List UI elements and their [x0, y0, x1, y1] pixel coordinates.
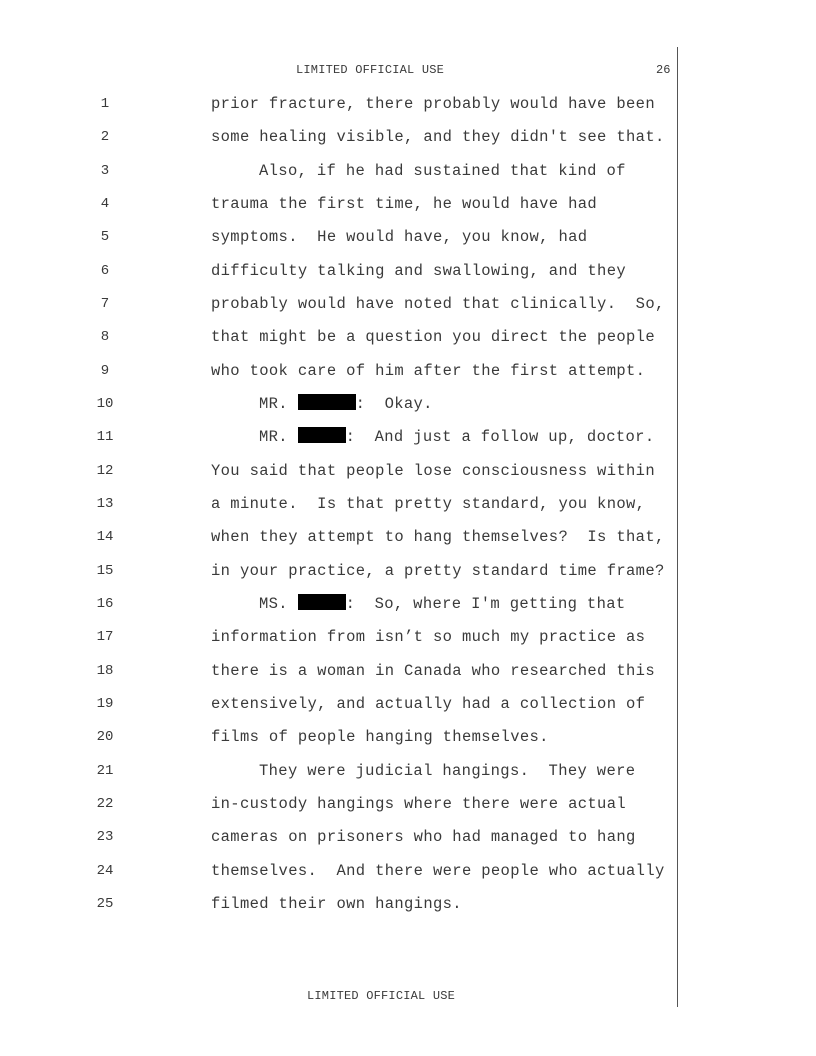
line-text: difficulty talking and swallowing, and they [211, 262, 627, 280]
transcript-line [0, 392, 680, 416]
speech-text: : So, where I'm getting that [345, 595, 626, 613]
line-text: symptoms. He would have, you know, had [211, 228, 588, 246]
line-number: 1 [100, 96, 110, 112]
line-text: filmed their own hangings. [211, 895, 462, 913]
page-number: 26 [656, 63, 671, 77]
line-text: information from isn’t so much my practice as [211, 628, 646, 646]
line-number: 17 [96, 629, 114, 645]
transcript-line [0, 325, 680, 349]
line-text: a minute. Is that pretty standard, you know, [211, 495, 646, 513]
redaction-block [298, 427, 346, 443]
line-number: 24 [96, 863, 114, 879]
transcript-line [0, 659, 680, 683]
line-text: in-custody hangings where there were actual [211, 795, 627, 813]
transcript-line [0, 592, 680, 616]
line-number: 14 [96, 529, 114, 545]
speech-text: : Okay. [355, 395, 433, 413]
line-text: who took care of him after the first attempt. [211, 362, 646, 380]
line-text: Also, if he had sustained that kind of [259, 162, 626, 180]
transcript-line [0, 359, 680, 383]
transcript-line [0, 525, 680, 549]
speaker-title: MS. [259, 595, 288, 613]
line-number: 25 [96, 896, 114, 912]
line-text: You said that people lose consciousness within [211, 462, 655, 480]
redaction-block [298, 594, 346, 610]
line-text: films of people hanging themselves. [211, 728, 549, 746]
transcript-line [0, 759, 680, 783]
line-text [259, 592, 626, 616]
line-number: 6 [100, 263, 110, 279]
line-number: 19 [96, 696, 114, 712]
line-number: 22 [96, 796, 114, 812]
line-number: 20 [96, 729, 114, 745]
line-text: themselves. And there were people who actually [211, 862, 665, 880]
line-text [259, 425, 654, 449]
line-number: 10 [96, 396, 114, 412]
transcript-line [0, 292, 680, 316]
transcript-line [0, 425, 680, 449]
line-number: 12 [96, 463, 114, 479]
speech-text: : And just a follow up, doctor. [345, 428, 655, 446]
line-number: 11 [96, 429, 114, 445]
transcript-line [0, 825, 680, 849]
line-number: 16 [96, 596, 114, 612]
line-number: 13 [96, 496, 114, 512]
transcript-line [0, 125, 680, 149]
line-number: 21 [96, 763, 114, 779]
transcript-line [0, 192, 680, 216]
transcript-line [0, 159, 680, 183]
transcript-line [0, 859, 680, 883]
speaker-title: MR. [259, 395, 288, 413]
transcript-line [0, 792, 680, 816]
line-number: 23 [96, 829, 114, 845]
transcript-line [0, 625, 680, 649]
line-text: cameras on prisoners who had managed to hang [211, 828, 636, 846]
line-number: 4 [100, 196, 110, 212]
line-number: 2 [100, 129, 110, 145]
line-text: They were judicial hangings. They were [259, 762, 636, 780]
line-number: 3 [100, 163, 110, 179]
line-number: 18 [96, 663, 114, 679]
transcript-line [0, 725, 680, 749]
line-text: some healing visible, and they didn't see that. [211, 128, 665, 146]
line-text: trauma the first time, he would have had [211, 195, 598, 213]
transcript-line [0, 692, 680, 716]
line-number: 7 [100, 296, 110, 312]
transcript-line [0, 492, 680, 516]
redaction-block [298, 394, 356, 410]
footer-title: LIMITED OFFICIAL USE [307, 989, 456, 1003]
line-text: prior fracture, there probably would have been [211, 95, 655, 113]
line-text: there is a woman in Canada who researched this [211, 662, 655, 680]
line-number: 8 [100, 329, 110, 345]
line-text: when they attempt to hang themselves? Is that, [211, 528, 665, 546]
transcript-line [0, 892, 680, 916]
line-text: extensively, and actually had a collection of [211, 695, 646, 713]
line-text [259, 392, 433, 416]
line-text: in your practice, a pretty standard time frame? [211, 562, 665, 580]
line-text: that might be a question you direct the people [211, 328, 655, 346]
transcript-line [0, 92, 680, 116]
line-number: 5 [100, 229, 110, 245]
transcript-line [0, 259, 680, 283]
header-title: LIMITED OFFICIAL USE [296, 63, 445, 77]
line-number: 15 [96, 563, 114, 579]
line-text: probably would have noted that clinically. So, [211, 295, 665, 313]
speaker-title: MR. [259, 428, 288, 446]
transcript-line [0, 559, 680, 583]
line-number: 9 [100, 363, 110, 379]
transcript-line [0, 225, 680, 249]
transcript-line [0, 459, 680, 483]
